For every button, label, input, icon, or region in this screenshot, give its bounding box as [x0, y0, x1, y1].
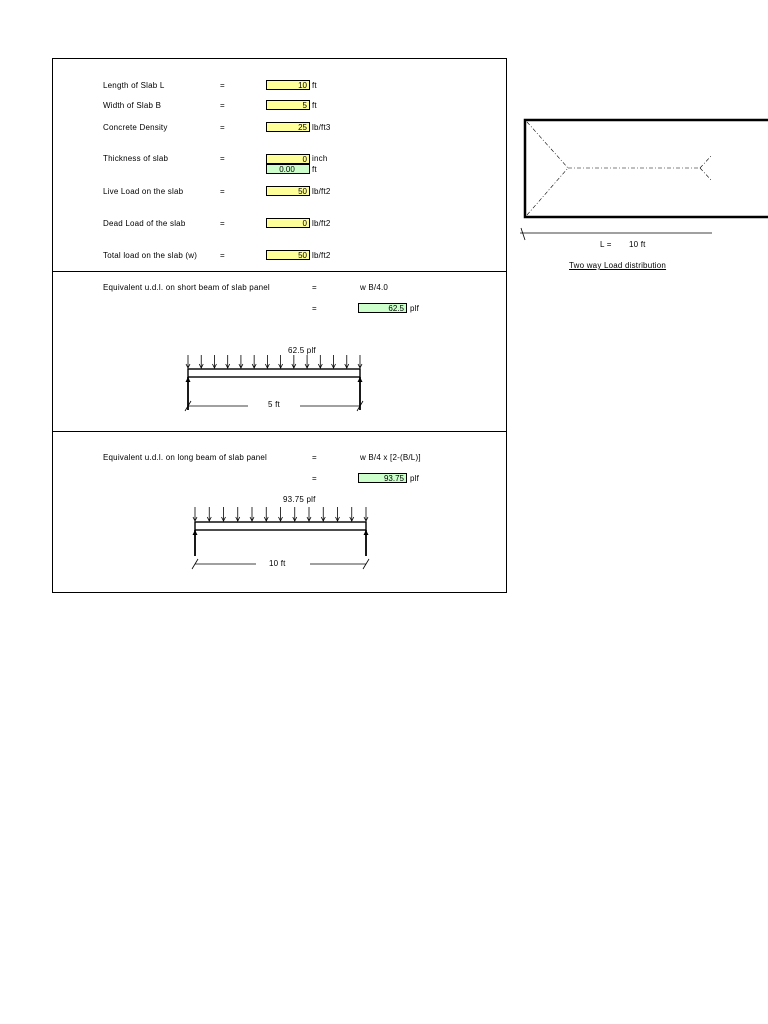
live-load-label: Live Load on the slab — [103, 187, 184, 196]
density-unit: lb/ft3 — [312, 123, 331, 132]
short-beam-formula: w B/4.0 — [360, 283, 389, 292]
slab-dim-prefix: L = — [600, 240, 612, 249]
width-eq: = — [220, 101, 225, 110]
thickness-eq: = — [220, 154, 225, 163]
long-beam-formula: w B/4 x [2-(B/L)] — [360, 453, 421, 462]
long-beam-eq: = — [312, 453, 317, 462]
thickness-label: Thickness of slab — [103, 154, 169, 163]
total-load-input[interactable]: 50 — [266, 250, 310, 260]
yield-line-top-right — [700, 155, 712, 168]
density-input[interactable]: 25 — [266, 122, 310, 132]
short-beam-eq: = — [312, 283, 317, 292]
length-label: Length of Slab L — [103, 81, 165, 90]
width-input[interactable]: 5 — [266, 100, 310, 110]
live-load-unit: lb/ft2 — [312, 187, 331, 196]
long-beam-title: Equivalent u.d.l. on long beam of slab panel — [103, 453, 268, 462]
dead-load-eq: = — [220, 219, 225, 228]
slab-diagram-caption: Two way Load distribution — [569, 261, 667, 270]
density-eq: = — [220, 123, 225, 132]
live-load-eq: = — [220, 187, 225, 196]
thickness-input[interactable]: 0 — [266, 154, 310, 164]
total-load-label: Total load on the slab (w) — [103, 251, 198, 260]
dead-load-label: Dead Load of the slab — [103, 219, 186, 228]
length-unit: ft — [312, 81, 317, 90]
width-unit: ft — [312, 101, 317, 110]
thickness-ft-value: 0.00 — [266, 164, 310, 174]
width-label: Width of Slab B — [103, 101, 162, 110]
short-beam-load-label: 62.5 plf — [288, 346, 316, 355]
yield-line-top-left — [527, 122, 568, 168]
long-beam-result: 93.75 — [358, 473, 407, 483]
long-beam-span-label: 10 ft — [269, 559, 286, 568]
slab-outline — [525, 120, 768, 217]
length-eq: = — [220, 81, 225, 90]
short-beam-span-label: 5 ft — [268, 400, 280, 409]
thickness-unit: inch — [312, 154, 328, 163]
live-load-input[interactable]: 50 — [266, 186, 310, 196]
yield-line-bottom-left — [527, 168, 568, 215]
long-beam-eq2: = — [312, 474, 317, 483]
thickness-ft-unit: ft — [312, 165, 317, 174]
short-beam-result: 62.5 — [358, 303, 407, 313]
total-load-eq: = — [220, 251, 225, 260]
slab-dim-value: 10 ft — [629, 240, 646, 249]
dead-load-unit: lb/ft2 — [312, 219, 331, 228]
short-beam-unit: plf — [410, 304, 420, 313]
total-load-unit: lb/ft2 — [312, 251, 331, 260]
length-input[interactable]: 10 — [266, 80, 310, 90]
long-beam-unit: plf — [410, 474, 420, 483]
dimension-tick — [521, 228, 525, 240]
yield-line-bottom-right — [700, 168, 712, 181]
long-beam-load-label: 93.75 plf — [283, 495, 316, 504]
short-beam-eq2: = — [312, 304, 317, 313]
short-beam-title: Equivalent u.d.l. on short beam of slab panel — [103, 283, 270, 292]
dead-load-input[interactable]: 0 — [266, 218, 310, 228]
density-label: Concrete Density — [103, 123, 168, 132]
